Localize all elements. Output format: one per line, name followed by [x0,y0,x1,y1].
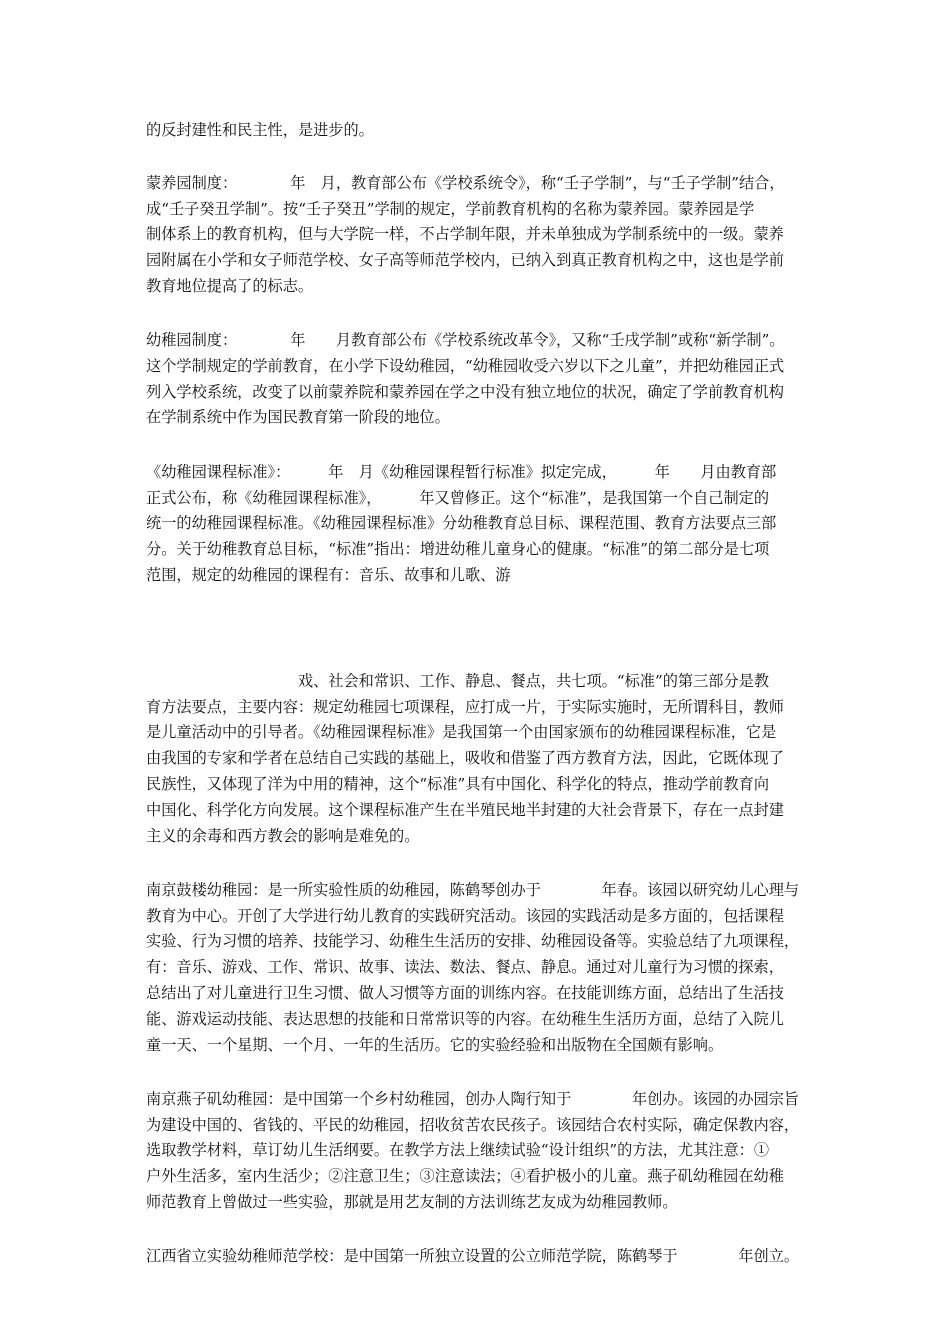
text-line: 实验、行为习惯的培养、技能学习、幼稚生生活历的安排、幼稚园设备等。实验总结了九项课程， [146,932,800,950]
text-line: 制体系上的教育机构，但与大学院一样，不占学制年限，并未单独成为学制系统中的一级。蒙养 [146,225,784,243]
text-line: 教育为中心。开创了大学进行幼儿教育的实践研究活动。该园的实践活动是多方面的，包括课程 [146,907,784,925]
text-line: 民族性，又体现了洋为中用的精神，这个“标准”具有中国化、科学化的特点，推动学前教育向 [146,775,770,793]
text-line: 列入学校系统，改变了以前蒙养院和蒙养园在学之中没有独立地位的状况，确定了学前教育机构 [146,383,784,401]
text-line: 在学制系统中作为国民教育第一阶段的地位。 [146,408,450,426]
text-line: 中国化、科学化方向发展。这个课程标准产生在半殖民地半封建的大社会背景下，存在一点封建 [146,801,784,819]
text-line: 南京鼓楼幼稚园：是一所实验性质的幼稚园，陈鹤琴创办于 年春。该园以研究幼儿心理与 [146,881,800,899]
text-line: 选取教学材料，草订幼儿生活纲要。在教学方法上继续试验“设计组织”的方法，尤其注意：① [146,1141,770,1159]
text-line: 江西省立实验幼稚师范学校：是中国第一所独立设置的公立师范学院，陈鹤琴于 年创立。 [146,1247,800,1265]
text-line: 教育地位提高了的标志。 [146,277,314,295]
text-line: 能、游戏运动技能、表达思想的技能和日常常识等的内容。在幼稚生生活历方面，总结了入院儿 [146,1010,784,1028]
text-line: 这个学制规定的学前教育，在小学下设幼稚园，“幼稚园收受六岁以下之儿童”，并把幼稚园正式 [146,357,785,375]
text-line: 统一的幼稚园课程标准。《幼稚园课程标准》分幼稚教育总目标、课程范围、教育方法要点三部 [146,514,777,532]
text-line: 主义的余毒和西方教会的影响是难免的。 [146,827,420,845]
text-line: 南京燕子矶幼稚园：是中国第一个乡村幼稚园，创办人陶行知于 年创办。该园的办园宗旨 [146,1090,800,1108]
text-line: 的反封建性和民主性，是进步的。 [146,121,374,139]
text-line: 成“壬子癸丑学制”。按“壬子癸丑”学制的规定，学前教育机构的名称为蒙养园。蒙养园是学 [146,200,755,218]
text-line: 分。关于幼稚教育总目标，“标准”指出：增进幼稚儿童身心的健康。“标准”的第二部分是七项 [146,540,770,558]
text-line: 户外生活多，室内生活少；②注意卫生；③注意读法；④看护极小的儿童。燕子矶幼稚园在幼稚 [146,1167,784,1185]
text-line: 《幼稚园课程标准》： 年 月《幼稚园课程暂行标准》拟定完成， 年 月由教育部 [146,463,777,481]
text-line: 由我国的专家和学者在总结自己实践的基础上，吸收和借鉴了西方教育方法，因此，它既体现了 [146,749,784,767]
text-line: 幼稚园制度： 年 月教育部公布《学校系统改革令》，又称“壬戌学制”或称“新学制”。 [146,331,785,349]
text-line: 总结出了对儿童进行卫生习惯、做人习惯等方面的训练内容。在技能训练方面，总结出了生活技 [146,984,784,1002]
text-line: 范围，规定的幼稚园的课程有：音乐、故事和儿歌、游 [146,566,511,584]
text-line: 蒙养园制度： 年 月，教育部公布《学校系统令》，称“壬子学制”，与“壬子学制”结合， [146,174,785,192]
text-line: 为建设中国的、省钱的、平民的幼稚园，招收贫苦农民孩子。该园结合农村实际，确定保教内容， [146,1116,800,1134]
text-line: 正式公布，称《幼稚园课程标准》， 年又曾修正。这个“标准”，是我国第一个自己制定的 [146,489,770,507]
text-line: 师范教育上曾做过一些实验，那就是用艺友制的方法训练艺友成为幼稚园教师。 [146,1193,678,1211]
text-line: 有：音乐、游戏、工作、常识、故事、读法、数法、餐点、静息。通过对儿童行为习惯的探索， [146,958,784,976]
text-line: 园附属在小学和女子师范学校、女子高等师范学校内，已纳入到真正教育机构之中，这也是学前 [146,251,784,269]
text-line: 是儿童活动中的引导者。《幼稚园课程标准》是我国第一个由国家颁布的幼稚园课程标准，它是 [146,723,777,741]
text-line: 戏、社会和常识、工作、静息、餐点，共七项。“标准”的第三部分是教 [146,672,770,690]
text-line: 童一天、一个星期、一个月、一年的生活历。它的实验经验和出版物在全国颇有影响。 [146,1036,724,1054]
text-line: 育方法要点，主要内容：规定幼稚园七项课程，应打成一片，于实际实施时，无所谓科目，教师 [146,698,784,716]
